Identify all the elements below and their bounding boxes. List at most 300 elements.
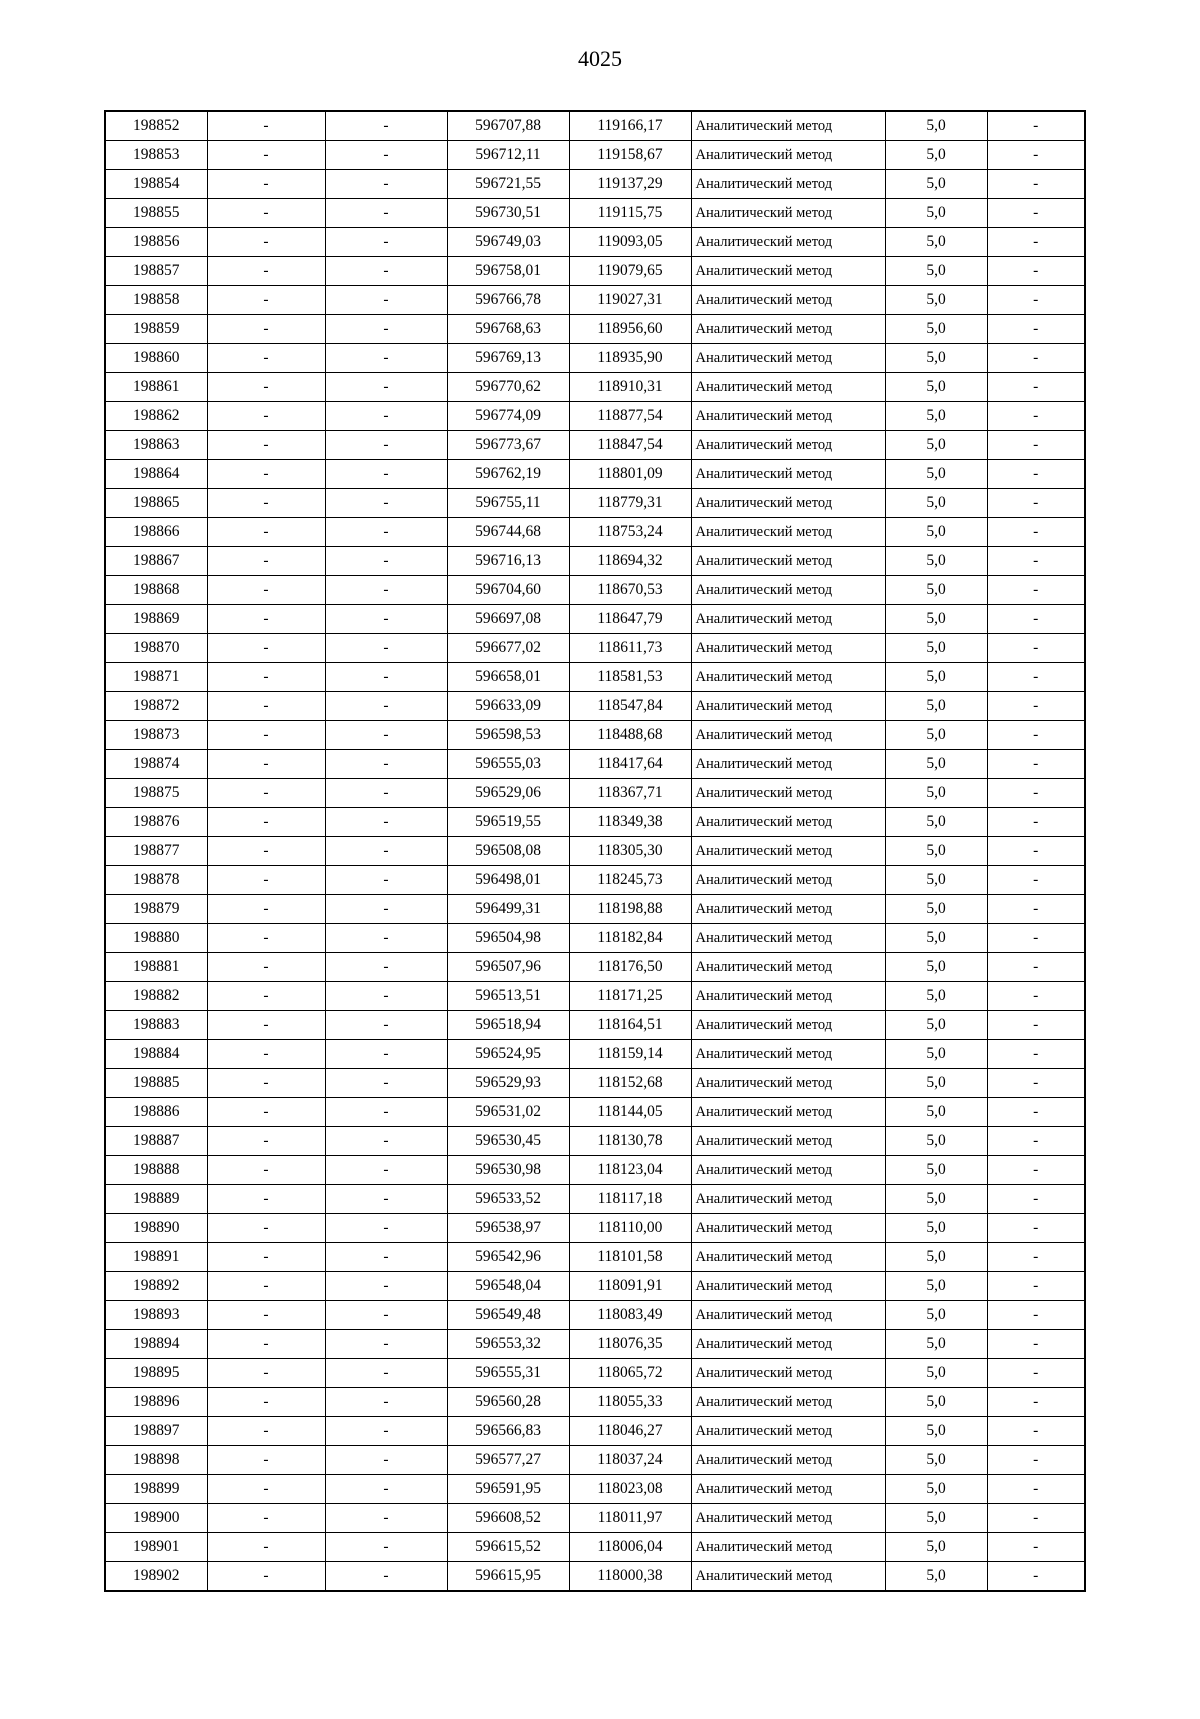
point-number-cell: 198889 [105, 1185, 207, 1214]
table-row [105, 779, 1085, 808]
empty-y-cell: - [325, 141, 447, 170]
method-cell: Аналитический метод [691, 779, 885, 808]
point-number-cell: 198899 [105, 1475, 207, 1504]
method-cell: Аналитический метод [691, 1069, 885, 1098]
empty-x-cell: - [207, 373, 325, 402]
point-number-cell: 198878 [105, 866, 207, 895]
accuracy-cell: 5,0 [885, 1504, 987, 1533]
description-cell: - [987, 1417, 1085, 1446]
empty-x-cell: - [207, 663, 325, 692]
table-row [105, 1301, 1085, 1330]
point-number-cell: 198888 [105, 1156, 207, 1185]
empty-x-cell: - [207, 1272, 325, 1301]
x-coordinate-cell: 596507,96 [447, 953, 569, 982]
y-coordinate-cell: 118801,09 [569, 460, 691, 489]
empty-x-cell: - [207, 866, 325, 895]
description-cell: - [987, 866, 1085, 895]
table-row [105, 257, 1085, 286]
empty-y-cell: - [325, 1214, 447, 1243]
y-coordinate-cell: 118694,32 [569, 547, 691, 576]
table-row [105, 402, 1085, 431]
x-coordinate-cell: 596615,95 [447, 1562, 569, 1592]
table-row [105, 286, 1085, 315]
method-cell: Аналитический метод [691, 924, 885, 953]
point-number-cell: 198877 [105, 837, 207, 866]
method-cell: Аналитический метод [691, 228, 885, 257]
x-coordinate-cell: 596773,67 [447, 431, 569, 460]
y-coordinate-cell: 118171,25 [569, 982, 691, 1011]
point-number-cell: 198865 [105, 489, 207, 518]
empty-x-cell: - [207, 1127, 325, 1156]
point-number-cell: 198892 [105, 1272, 207, 1301]
empty-x-cell: - [207, 547, 325, 576]
description-cell: - [987, 1127, 1085, 1156]
accuracy-cell: 5,0 [885, 1533, 987, 1562]
y-coordinate-cell: 118305,30 [569, 837, 691, 866]
empty-x-cell: - [207, 605, 325, 634]
x-coordinate-cell: 596533,52 [447, 1185, 569, 1214]
table-row [105, 1069, 1085, 1098]
empty-x-cell: - [207, 808, 325, 837]
description-cell: - [987, 576, 1085, 605]
x-coordinate-cell: 596769,13 [447, 344, 569, 373]
page-number: 4025 [578, 46, 622, 71]
accuracy-cell: 5,0 [885, 982, 987, 1011]
description-cell: - [987, 692, 1085, 721]
empty-y-cell: - [325, 750, 447, 779]
empty-y-cell: - [325, 199, 447, 228]
point-number-cell: 198861 [105, 373, 207, 402]
table-row [105, 1330, 1085, 1359]
empty-y-cell: - [325, 692, 447, 721]
empty-x-cell: - [207, 489, 325, 518]
method-cell: Аналитический метод [691, 460, 885, 489]
y-coordinate-cell: 118488,68 [569, 721, 691, 750]
table-row [105, 692, 1085, 721]
method-cell: Аналитический метод [691, 866, 885, 895]
empty-y-cell: - [325, 953, 447, 982]
x-coordinate-cell: 596591,95 [447, 1475, 569, 1504]
table-body [105, 111, 1085, 1591]
empty-x-cell: - [207, 721, 325, 750]
point-number-cell: 198896 [105, 1388, 207, 1417]
accuracy-cell: 5,0 [885, 1243, 987, 1272]
description-cell: - [987, 837, 1085, 866]
y-coordinate-cell: 118547,84 [569, 692, 691, 721]
method-cell: Аналитический метод [691, 431, 885, 460]
accuracy-cell: 5,0 [885, 750, 987, 779]
accuracy-cell: 5,0 [885, 1214, 987, 1243]
accuracy-cell: 5,0 [885, 605, 987, 634]
method-cell: Аналитический метод [691, 1127, 885, 1156]
table-row [105, 634, 1085, 663]
point-number-cell: 198866 [105, 518, 207, 547]
point-number-cell: 198879 [105, 895, 207, 924]
x-coordinate-cell: 596758,01 [447, 257, 569, 286]
empty-x-cell: - [207, 1417, 325, 1446]
method-cell: Аналитический метод [691, 634, 885, 663]
point-number-cell: 198897 [105, 1417, 207, 1446]
point-number-cell: 198862 [105, 402, 207, 431]
empty-x-cell: - [207, 431, 325, 460]
empty-x-cell: - [207, 199, 325, 228]
empty-y-cell: - [325, 779, 447, 808]
method-cell: Аналитический метод [691, 489, 885, 518]
table-row [105, 982, 1085, 1011]
x-coordinate-cell: 596560,28 [447, 1388, 569, 1417]
y-coordinate-cell: 119079,65 [569, 257, 691, 286]
point-number-cell: 198863 [105, 431, 207, 460]
empty-x-cell: - [207, 402, 325, 431]
table-row [105, 1562, 1085, 1592]
y-coordinate-cell: 118083,49 [569, 1301, 691, 1330]
y-coordinate-cell: 118091,91 [569, 1272, 691, 1301]
empty-x-cell: - [207, 111, 325, 141]
description-cell: - [987, 1069, 1085, 1098]
table-row [105, 1475, 1085, 1504]
accuracy-cell: 5,0 [885, 634, 987, 663]
x-coordinate-cell: 596529,06 [447, 779, 569, 808]
y-coordinate-cell: 118023,08 [569, 1475, 691, 1504]
x-coordinate-cell: 596770,62 [447, 373, 569, 402]
empty-y-cell: - [325, 228, 447, 257]
method-cell: Аналитический метод [691, 1475, 885, 1504]
accuracy-cell: 5,0 [885, 1098, 987, 1127]
empty-y-cell: - [325, 257, 447, 286]
description-cell: - [987, 460, 1085, 489]
table-row [105, 1533, 1085, 1562]
y-coordinate-cell: 118182,84 [569, 924, 691, 953]
accuracy-cell: 5,0 [885, 1388, 987, 1417]
table-row [105, 576, 1085, 605]
table-row [105, 1011, 1085, 1040]
empty-y-cell: - [325, 518, 447, 547]
method-cell: Аналитический метод [691, 1562, 885, 1592]
y-coordinate-cell: 118417,64 [569, 750, 691, 779]
y-coordinate-cell: 118076,35 [569, 1330, 691, 1359]
x-coordinate-cell: 596712,11 [447, 141, 569, 170]
method-cell: Аналитический метод [691, 1504, 885, 1533]
empty-y-cell: - [325, 1011, 447, 1040]
x-coordinate-cell: 596548,04 [447, 1272, 569, 1301]
method-cell: Аналитический метод [691, 402, 885, 431]
x-coordinate-cell: 596608,52 [447, 1504, 569, 1533]
y-coordinate-cell: 118152,68 [569, 1069, 691, 1098]
method-cell: Аналитический метод [691, 692, 885, 721]
description-cell: - [987, 634, 1085, 663]
point-number-cell: 198886 [105, 1098, 207, 1127]
description-cell: - [987, 1011, 1085, 1040]
x-coordinate-cell: 596531,02 [447, 1098, 569, 1127]
accuracy-cell: 5,0 [885, 1069, 987, 1098]
empty-x-cell: - [207, 228, 325, 257]
table-row [105, 605, 1085, 634]
point-number-cell: 198869 [105, 605, 207, 634]
description-cell: - [987, 518, 1085, 547]
method-cell: Аналитический метод [691, 1359, 885, 1388]
accuracy-cell: 5,0 [885, 924, 987, 953]
table-row [105, 1040, 1085, 1069]
accuracy-cell: 5,0 [885, 808, 987, 837]
method-cell: Аналитический метод [691, 953, 885, 982]
method-cell: Аналитический метод [691, 111, 885, 141]
x-coordinate-cell: 596555,03 [447, 750, 569, 779]
description-cell: - [987, 1475, 1085, 1504]
table-row [105, 808, 1085, 837]
empty-x-cell: - [207, 1475, 325, 1504]
point-number-cell: 198880 [105, 924, 207, 953]
accuracy-cell: 5,0 [885, 1011, 987, 1040]
description-cell: - [987, 111, 1085, 141]
point-number-cell: 198898 [105, 1446, 207, 1475]
accuracy-cell: 5,0 [885, 1272, 987, 1301]
method-cell: Аналитический метод [691, 170, 885, 199]
table-row [105, 1272, 1085, 1301]
y-coordinate-cell: 118647,79 [569, 605, 691, 634]
table-row [105, 373, 1085, 402]
accuracy-cell: 5,0 [885, 663, 987, 692]
description-cell: - [987, 431, 1085, 460]
table-row [105, 721, 1085, 750]
y-coordinate-cell: 118000,38 [569, 1562, 691, 1592]
empty-x-cell: - [207, 1156, 325, 1185]
description-cell: - [987, 402, 1085, 431]
method-cell: Аналитический метод [691, 605, 885, 634]
empty-y-cell: - [325, 1243, 447, 1272]
accuracy-cell: 5,0 [885, 1127, 987, 1156]
empty-y-cell: - [325, 111, 447, 141]
x-coordinate-cell: 596704,60 [447, 576, 569, 605]
y-coordinate-cell: 119137,29 [569, 170, 691, 199]
description-cell: - [987, 286, 1085, 315]
method-cell: Аналитический метод [691, 808, 885, 837]
accuracy-cell: 5,0 [885, 199, 987, 228]
x-coordinate-cell: 596530,45 [447, 1127, 569, 1156]
description-cell: - [987, 1388, 1085, 1417]
point-number-cell: 198882 [105, 982, 207, 1011]
empty-y-cell: - [325, 1040, 447, 1069]
method-cell: Аналитический метод [691, 286, 885, 315]
method-cell: Аналитический метод [691, 1156, 885, 1185]
table-row [105, 111, 1085, 141]
description-cell: - [987, 1243, 1085, 1272]
empty-x-cell: - [207, 518, 325, 547]
x-coordinate-cell: 596633,09 [447, 692, 569, 721]
point-number-cell: 198864 [105, 460, 207, 489]
description-cell: - [987, 1301, 1085, 1330]
empty-x-cell: - [207, 1011, 325, 1040]
empty-y-cell: - [325, 1388, 447, 1417]
accuracy-cell: 5,0 [885, 257, 987, 286]
empty-y-cell: - [325, 924, 447, 953]
accuracy-cell: 5,0 [885, 1359, 987, 1388]
x-coordinate-cell: 596707,88 [447, 111, 569, 141]
description-cell: - [987, 1214, 1085, 1243]
method-cell: Аналитический метод [691, 257, 885, 286]
description-cell: - [987, 1185, 1085, 1214]
point-number-cell: 198872 [105, 692, 207, 721]
x-coordinate-cell: 596513,51 [447, 982, 569, 1011]
empty-x-cell: - [207, 1504, 325, 1533]
method-cell: Аналитический метод [691, 1388, 885, 1417]
empty-y-cell: - [325, 837, 447, 866]
table-row [105, 866, 1085, 895]
point-number-cell: 198883 [105, 1011, 207, 1040]
point-number-cell: 198875 [105, 779, 207, 808]
empty-y-cell: - [325, 1185, 447, 1214]
y-coordinate-cell: 118065,72 [569, 1359, 691, 1388]
x-coordinate-cell: 596749,03 [447, 228, 569, 257]
empty-x-cell: - [207, 692, 325, 721]
empty-y-cell: - [325, 1127, 447, 1156]
empty-x-cell: - [207, 315, 325, 344]
y-coordinate-cell: 118176,50 [569, 953, 691, 982]
table-row [105, 199, 1085, 228]
table-row [105, 1388, 1085, 1417]
y-coordinate-cell: 118670,53 [569, 576, 691, 605]
empty-y-cell: - [325, 1272, 447, 1301]
point-number-cell: 198891 [105, 1243, 207, 1272]
x-coordinate-cell: 596530,98 [447, 1156, 569, 1185]
x-coordinate-cell: 596766,78 [447, 286, 569, 315]
description-cell: - [987, 1446, 1085, 1475]
method-cell: Аналитический метод [691, 1301, 885, 1330]
description-cell: - [987, 199, 1085, 228]
table-row [105, 1185, 1085, 1214]
accuracy-cell: 5,0 [885, 460, 987, 489]
point-number-cell: 198853 [105, 141, 207, 170]
description-cell: - [987, 170, 1085, 199]
y-coordinate-cell: 118910,31 [569, 373, 691, 402]
description-cell: - [987, 953, 1085, 982]
method-cell: Аналитический метод [691, 750, 885, 779]
accuracy-cell: 5,0 [885, 1301, 987, 1330]
empty-x-cell: - [207, 1301, 325, 1330]
y-coordinate-cell: 118046,27 [569, 1417, 691, 1446]
y-coordinate-cell: 118198,88 [569, 895, 691, 924]
description-cell: - [987, 721, 1085, 750]
table-row [105, 141, 1085, 170]
table-row [105, 953, 1085, 982]
x-coordinate-cell: 596677,02 [447, 634, 569, 663]
y-coordinate-cell: 119027,31 [569, 286, 691, 315]
x-coordinate-cell: 596553,32 [447, 1330, 569, 1359]
x-coordinate-cell: 596524,95 [447, 1040, 569, 1069]
x-coordinate-cell: 596566,83 [447, 1417, 569, 1446]
empty-x-cell: - [207, 982, 325, 1011]
empty-y-cell: - [325, 1533, 447, 1562]
y-coordinate-cell: 118877,54 [569, 402, 691, 431]
empty-y-cell: - [325, 1098, 447, 1127]
y-coordinate-cell: 118349,38 [569, 808, 691, 837]
y-coordinate-cell: 118847,54 [569, 431, 691, 460]
method-cell: Аналитический метод [691, 344, 885, 373]
empty-x-cell: - [207, 779, 325, 808]
empty-y-cell: - [325, 866, 447, 895]
empty-y-cell: - [325, 663, 447, 692]
empty-x-cell: - [207, 1562, 325, 1592]
description-cell: - [987, 750, 1085, 779]
accuracy-cell: 5,0 [885, 692, 987, 721]
accuracy-cell: 5,0 [885, 431, 987, 460]
description-cell: - [987, 779, 1085, 808]
empty-y-cell: - [325, 1504, 447, 1533]
description-cell: - [987, 895, 1085, 924]
accuracy-cell: 5,0 [885, 1446, 987, 1475]
table-row [105, 518, 1085, 547]
accuracy-cell: 5,0 [885, 1185, 987, 1214]
description-cell: - [987, 344, 1085, 373]
description-cell: - [987, 808, 1085, 837]
point-number-cell: 198876 [105, 808, 207, 837]
point-number-cell: 198873 [105, 721, 207, 750]
empty-x-cell: - [207, 924, 325, 953]
table-row [105, 895, 1085, 924]
x-coordinate-cell: 596504,98 [447, 924, 569, 953]
description-cell: - [987, 489, 1085, 518]
y-coordinate-cell: 118006,04 [569, 1533, 691, 1562]
table-row [105, 924, 1085, 953]
description-cell: - [987, 1504, 1085, 1533]
table-row [105, 663, 1085, 692]
method-cell: Аналитический метод [691, 518, 885, 547]
y-coordinate-cell: 119093,05 [569, 228, 691, 257]
point-number-cell: 198887 [105, 1127, 207, 1156]
description-cell: - [987, 1156, 1085, 1185]
description-cell: - [987, 257, 1085, 286]
table-row [105, 1243, 1085, 1272]
y-coordinate-cell: 119158,67 [569, 141, 691, 170]
x-coordinate-cell: 596721,55 [447, 170, 569, 199]
method-cell: Аналитический метод [691, 837, 885, 866]
table-row [105, 315, 1085, 344]
y-coordinate-cell: 118367,71 [569, 779, 691, 808]
empty-y-cell: - [325, 1330, 447, 1359]
empty-x-cell: - [207, 344, 325, 373]
x-coordinate-cell: 596577,27 [447, 1446, 569, 1475]
empty-x-cell: - [207, 953, 325, 982]
point-number-cell: 198884 [105, 1040, 207, 1069]
empty-y-cell: - [325, 1475, 447, 1504]
y-coordinate-cell: 118123,04 [569, 1156, 691, 1185]
empty-x-cell: - [207, 837, 325, 866]
empty-y-cell: - [325, 1069, 447, 1098]
table-row [105, 1359, 1085, 1388]
accuracy-cell: 5,0 [885, 489, 987, 518]
table-row [105, 1156, 1085, 1185]
table-row [105, 837, 1085, 866]
x-coordinate-cell: 596716,13 [447, 547, 569, 576]
empty-y-cell: - [325, 808, 447, 837]
empty-x-cell: - [207, 1388, 325, 1417]
empty-x-cell: - [207, 460, 325, 489]
empty-x-cell: - [207, 1330, 325, 1359]
description-cell: - [987, 1272, 1085, 1301]
empty-x-cell: - [207, 1214, 325, 1243]
y-coordinate-cell: 118117,18 [569, 1185, 691, 1214]
table-row [105, 431, 1085, 460]
point-number-cell: 198870 [105, 634, 207, 663]
point-number-cell: 198854 [105, 170, 207, 199]
empty-x-cell: - [207, 1069, 325, 1098]
x-coordinate-cell: 596755,11 [447, 489, 569, 518]
accuracy-cell: 5,0 [885, 895, 987, 924]
point-number-cell: 198868 [105, 576, 207, 605]
table-row [105, 228, 1085, 257]
method-cell: Аналитический метод [691, 141, 885, 170]
coordinates-table [104, 110, 1086, 1592]
method-cell: Аналитический метод [691, 721, 885, 750]
